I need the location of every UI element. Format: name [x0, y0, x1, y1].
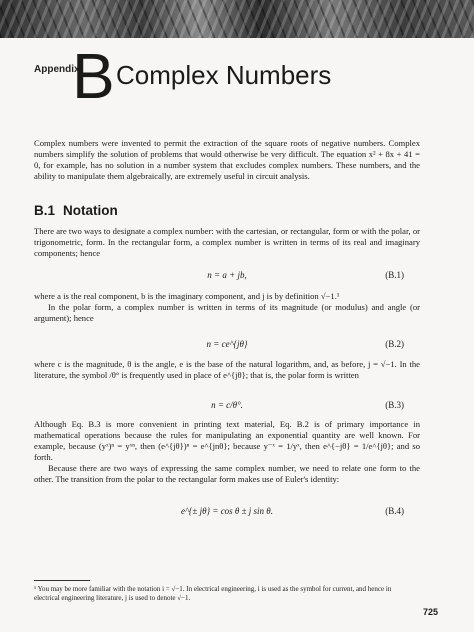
- paragraph-1: [34, 226, 420, 259]
- paragraph-2a-text: where a is the real component, b is the imaginary component, and j is by definition √−1.¹: [34, 291, 340, 301]
- equation-b3-expr: n = c/θ°.: [211, 400, 243, 410]
- section-number: B.1: [34, 203, 56, 218]
- paragraph-4b-text: Because there are two ways of expressing the same complex number, we need to relate one form to the other. The transition from the polar to the rectangular form makes use of Euler's identity:: [34, 463, 420, 484]
- appendix-label: Appendix: [34, 64, 80, 75]
- section-title: Notation: [63, 203, 118, 218]
- equation-b2: [34, 339, 420, 352]
- intro-paragraph: [34, 138, 420, 182]
- page-number: 725: [423, 607, 439, 617]
- intro-text: Complex numbers were invented to permit the extraction of the square roots of negative numbers. Complex numbers simplify the solution of problems that would otherwise be very difficult. The equation x² + 8x + 41 = 0, for example, has no solution in a number system that excludes complex numbers. These numbers, and the ability to manipulate them algebraically, are extremely useful in circuit analysis.: [34, 138, 420, 181]
- footnote-rule: [34, 580, 90, 581]
- paragraph-1-text: There are two ways to designate a complex number: with the cartesian, or rectangular, form or with the polar, or trigonometric, form. In the rectangular form, a complex number is written in terms of its real and imaginary components; hence: [34, 226, 420, 258]
- paragraph-3: [34, 359, 420, 381]
- equation-b4-number: (B.4): [385, 506, 404, 516]
- section-heading: [34, 203, 118, 218]
- paragraph-4: [34, 419, 420, 485]
- paragraph-2: [34, 291, 420, 324]
- equation-b3: [34, 400, 420, 413]
- appendix-letter: B: [72, 40, 115, 112]
- equation-b3-number: (B.3): [385, 400, 404, 410]
- equation-b2-number: (B.2): [385, 339, 404, 349]
- equation-b2-expr: n = ce^{jθ}: [206, 339, 248, 349]
- chapter-title: Complex Numbers: [116, 60, 332, 90]
- footnote: ¹ You may be more familiar with the notation i = √−1. In electrical engineering, i is used as the symbol for current, and hence in electrical engineering literature, j is used to denote √−1.: [34, 585, 392, 602]
- equation-b4: [34, 506, 420, 519]
- paragraph-2b-text: In the polar form, a complex number is written in terms of its magnitude (or modulus) and angle (or argument); hence: [34, 302, 420, 323]
- equation-b1-number: (B.1): [385, 270, 404, 280]
- decorative-banner: [0, 0, 474, 38]
- equation-b4-expr: e^{± jθ} = cos θ ± j sin θ.: [181, 506, 273, 516]
- paragraph-4a-text: Although Eq. B.3 is more convenient in printing text material, Eq. B.2 is of primary importance in mathematical operations because the rules for manipulating an exponential quantity are well known. For example, because (yˣ)ⁿ = yˣⁿ, then (e^{jθ})ⁿ = e^{jnθ}; because y⁻ˣ = 1/yˣ, then e^{−jθ} = 1/e^{jθ}; and so forth.: [34, 419, 420, 462]
- equation-b1: [34, 270, 420, 283]
- paragraph-3-text: where c is the magnitude, θ is the angle, e is the base of the natural logarithm, and, as before, j = √−1. In the literature, the symbol /θ° is frequently used in place of e^{jθ}; that is, the polar form is written: [34, 359, 420, 380]
- equation-b1-expr: n = a + jb,: [207, 270, 247, 280]
